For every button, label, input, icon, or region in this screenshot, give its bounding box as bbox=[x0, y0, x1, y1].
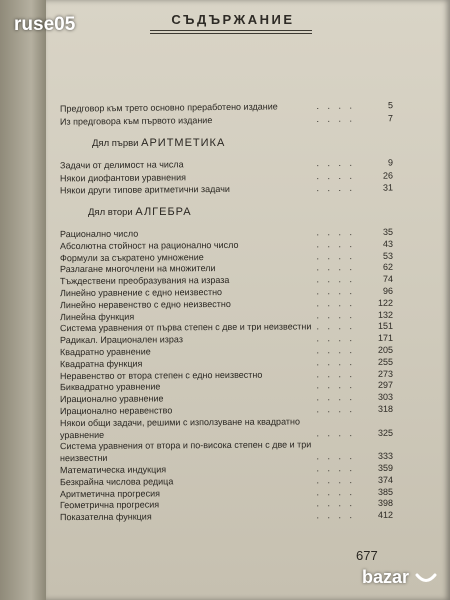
toc-leader-dots: . . . . bbox=[316, 392, 356, 403]
toc-entry-page: 43 bbox=[382, 238, 394, 249]
toc-entry-page: 273 bbox=[377, 368, 394, 379]
toc-entry-page: 122 bbox=[377, 297, 394, 308]
section-name: АЛГЕБРА bbox=[135, 206, 192, 218]
toc-leader-dots: . . . . bbox=[316, 274, 356, 285]
toc-leader-dots: . . . . bbox=[316, 510, 356, 521]
toc-leader-dots: . . . . bbox=[316, 157, 356, 169]
watermark-right-label: bazar bbox=[361, 567, 409, 587]
toc-entry-page: 62 bbox=[382, 262, 394, 273]
toc-entry-page: 325 bbox=[377, 427, 394, 438]
toc-entry-title: Предговор към трето основно преработено издание bbox=[59, 101, 278, 114]
toc-leader-dots: . . . . bbox=[316, 309, 356, 320]
toc-entry-title: Тъждествени преобразувания на израза bbox=[59, 275, 230, 287]
toc-entry-page: 333 bbox=[377, 450, 394, 462]
toc-entry-title: Неравенство от втора степен с едно неизвестно bbox=[59, 369, 263, 381]
section-name: АРИТМЕТИКА bbox=[141, 137, 226, 149]
toc-entry-title: Някои други типове аритметични задачи bbox=[59, 183, 230, 196]
toc-entry-title: Биквадратно уравнение bbox=[59, 381, 161, 393]
toc-entry-page: 5 bbox=[387, 100, 394, 111]
toc-entry-title: Радикал. Ирационален израз bbox=[59, 334, 183, 346]
toc-entry-title: Някои общи задачи, решими с използуване на квадратно bbox=[59, 416, 300, 428]
toc-entry-page: 303 bbox=[377, 391, 394, 403]
toc-entry-title: Квадратна функция bbox=[59, 358, 143, 369]
toc-entry-title: Рационално число bbox=[59, 228, 139, 240]
toc-entry-page: 255 bbox=[377, 356, 394, 367]
toc-leader-dots: . . . . bbox=[316, 404, 356, 415]
toc-entry-page: 96 bbox=[382, 285, 394, 296]
toc-entry-title: Линейно неравенство с едно неизвестно bbox=[59, 298, 231, 310]
toc-entry-page: 385 bbox=[377, 486, 394, 497]
toc-leader-dots: . . . . bbox=[316, 463, 356, 474]
toc-entry-title: Аритметична прогресия bbox=[59, 488, 160, 499]
toc-leader-dots: . . . . bbox=[316, 498, 356, 509]
toc-leader-dots: . . . . bbox=[316, 286, 356, 297]
toc-entry-title: Абсолютна стойност на рационално число bbox=[59, 239, 239, 251]
toc-entry-page: 297 bbox=[377, 380, 394, 391]
page-title: СЪДЪРЖАНИЕ bbox=[171, 12, 295, 27]
toc-entry-title: уравнение bbox=[59, 429, 105, 440]
toc-entry-title: Система уравнения от втора и по-висока степен с две и три bbox=[59, 439, 312, 452]
toc-leader-dots: . . . . bbox=[316, 345, 356, 356]
toc-leader-dots: . . . . bbox=[316, 356, 356, 368]
toc-entry-title: Показателна функция bbox=[59, 511, 152, 523]
page-number: 677 bbox=[356, 548, 378, 563]
toc-leader-dots: . . . . bbox=[316, 182, 356, 194]
toc-entry-page: 53 bbox=[382, 250, 394, 261]
toc-entry-page: 132 bbox=[377, 309, 394, 320]
toc-entry-page: 7 bbox=[387, 113, 394, 124]
toc-leader-dots: . . . . bbox=[316, 474, 356, 486]
section-heading bbox=[92, 137, 225, 150]
toc-leader-dots: . . . . bbox=[316, 451, 356, 462]
toc-leader-dots: . . . . bbox=[316, 368, 356, 379]
toc-entry-title: неизвестни bbox=[59, 452, 108, 464]
toc-entry-title: Някои диофантови уравнения bbox=[59, 171, 187, 183]
toc-leader-dots: . . . . bbox=[316, 333, 356, 344]
toc-leader-dots: . . . . bbox=[316, 100, 356, 112]
toc-entry-title: Из предговора към първото издание bbox=[59, 115, 213, 127]
toc-leader-dots: . . . . bbox=[316, 427, 356, 438]
toc-entry-title: Формули за съкратено умножение bbox=[59, 251, 204, 263]
toc-entry-title: Ирационално неравенство bbox=[59, 405, 173, 417]
toc-leader-dots: . . . . bbox=[316, 486, 356, 497]
smile-logo-icon bbox=[414, 570, 438, 586]
toc-entry-page: 171 bbox=[377, 332, 394, 344]
toc-entry-title: Квадратно уравнение bbox=[59, 346, 151, 358]
toc-leader-dots: . . . . bbox=[316, 250, 356, 261]
toc-entry-title: Геометрична прогресия bbox=[59, 499, 160, 511]
toc-entry-page: 26 bbox=[382, 170, 394, 181]
toc-entry-title: Ирационално уравнение bbox=[59, 393, 164, 405]
toc-entry bbox=[59, 509, 394, 524]
toc-entry-page: 398 bbox=[377, 498, 394, 509]
toc-leader-dots: . . . . bbox=[316, 238, 356, 250]
title-rule-bottom bbox=[150, 33, 312, 34]
title-rule-top bbox=[150, 30, 312, 31]
section-label: Дял първи bbox=[92, 138, 142, 149]
toc-leader-dots: . . . . bbox=[316, 113, 356, 125]
section-label: Дял втори bbox=[88, 207, 136, 218]
toc-entry-page: 9 bbox=[387, 157, 394, 168]
toc-entry-title: Разлагане многочлени на множители bbox=[59, 263, 216, 275]
toc-leader-dots: . . . . bbox=[316, 380, 356, 391]
toc-leader-dots: . . . . bbox=[316, 227, 356, 238]
toc-entry-page: 412 bbox=[377, 509, 394, 521]
watermark-right bbox=[362, 567, 438, 588]
toc-entry-title: Безкрайна числова редица bbox=[59, 476, 174, 487]
toc-entry-page: 318 bbox=[377, 403, 394, 414]
toc-leader-dots: . . . . bbox=[316, 262, 356, 273]
toc-entry-title: Математическа индукция bbox=[59, 464, 167, 476]
toc-entry-page: 35 bbox=[382, 226, 394, 237]
toc-entry-title: Задачи от делимост на числа bbox=[59, 159, 184, 171]
toc-leader-dots: . . . . bbox=[316, 321, 356, 332]
toc-entry-page: 151 bbox=[377, 321, 394, 332]
toc-entry-title: Система уравнения от първа степен с две и три неизвестни bbox=[59, 321, 312, 334]
section-heading bbox=[88, 206, 192, 219]
toc-entry-page: 374 bbox=[377, 474, 394, 485]
toc-entry-page: 31 bbox=[382, 182, 394, 193]
toc-entry-title: Линейна функция bbox=[59, 311, 135, 322]
toc-entry-title: Линейно уравнение с едно неизвестно bbox=[59, 287, 223, 299]
toc-entry-page: 74 bbox=[382, 273, 394, 285]
toc-leader-dots: . . . . bbox=[316, 170, 356, 181]
watermark-left: ruse05 bbox=[14, 14, 76, 35]
toc-entry-page: 205 bbox=[377, 344, 394, 355]
toc-entry-page: 359 bbox=[377, 462, 394, 473]
toc-leader-dots: . . . . bbox=[316, 297, 356, 309]
left-page-edge bbox=[0, 0, 52, 600]
